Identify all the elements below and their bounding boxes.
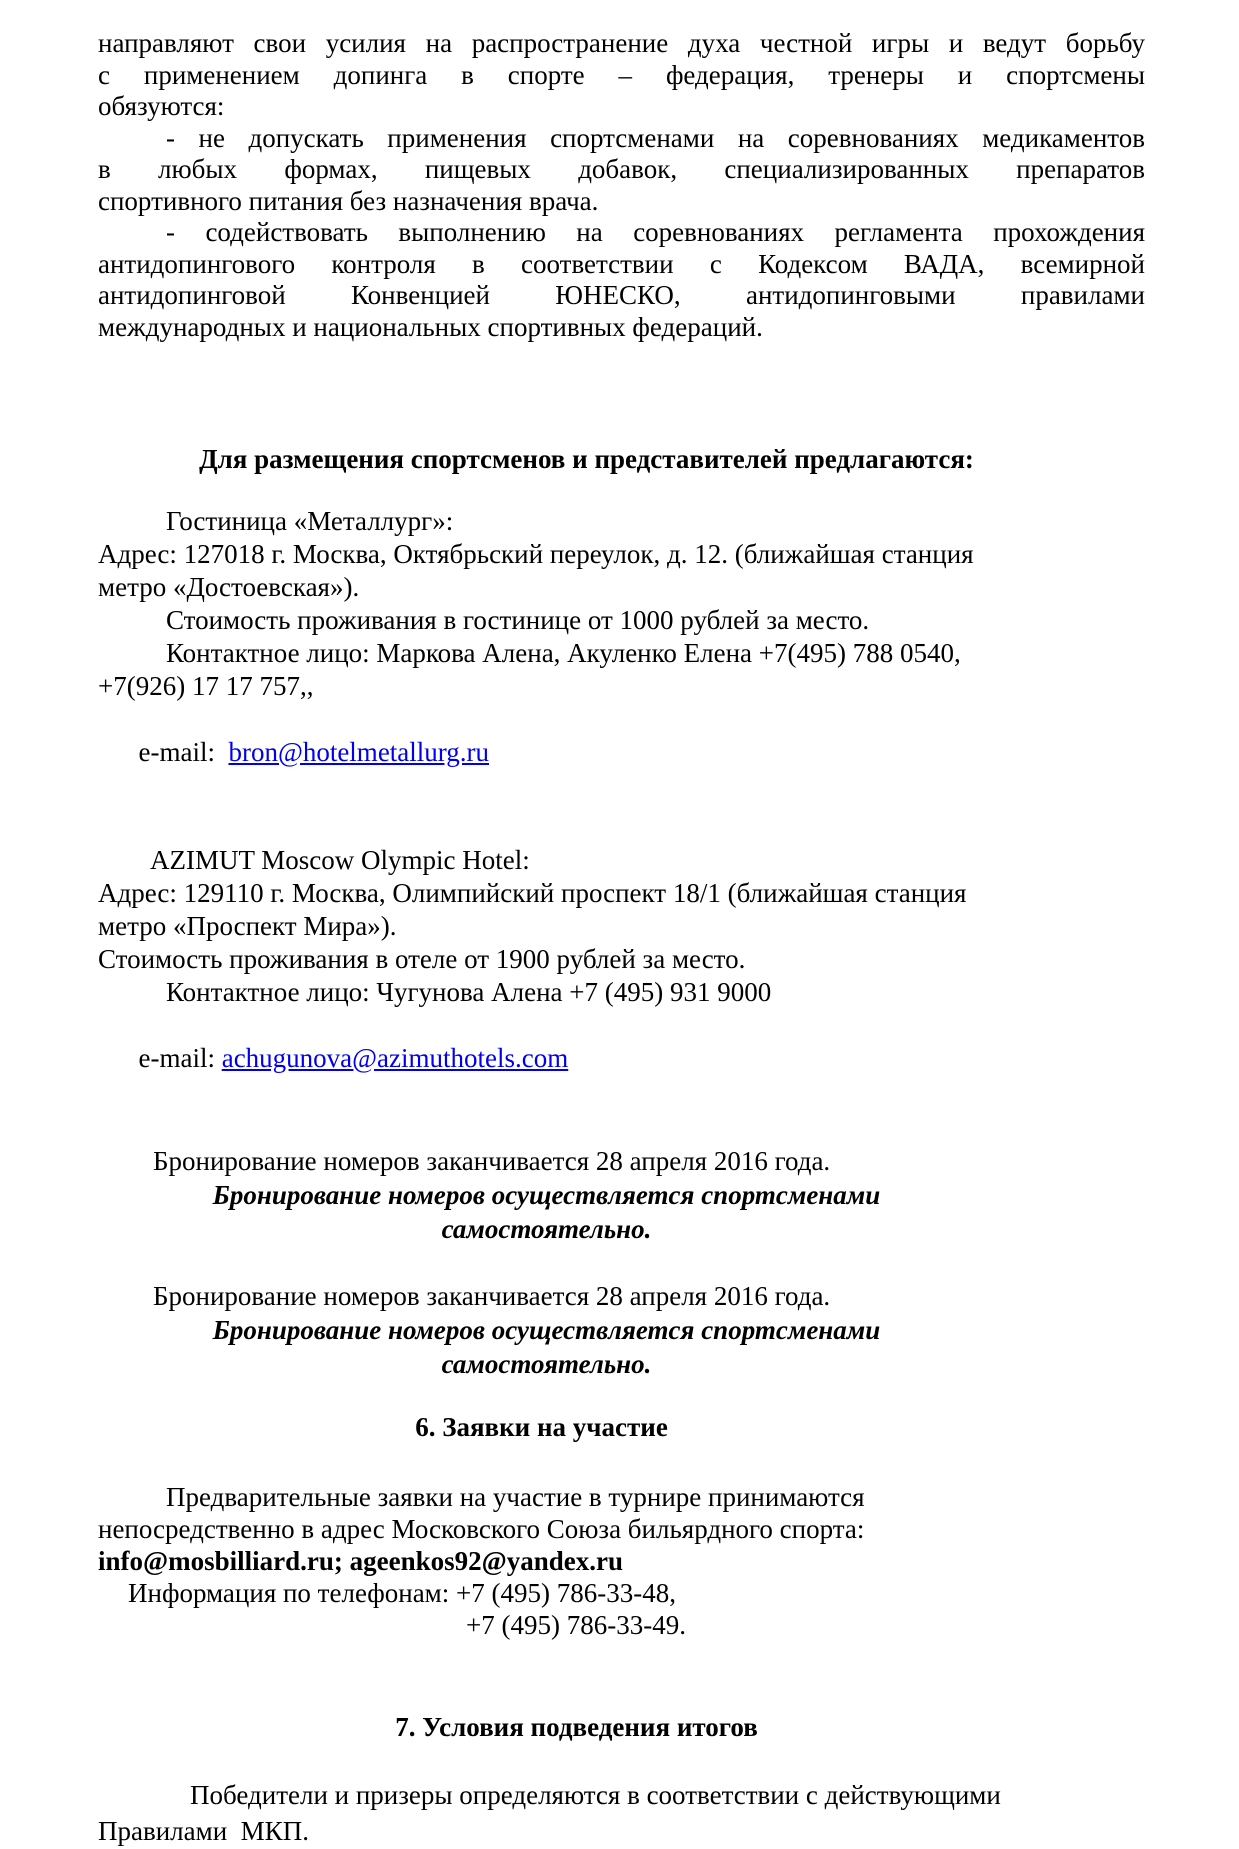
text-line: с применением допинга в спорте – федерация, тренеры и спортсмены: [98, 59, 1145, 90]
hotel-name: AZIMUT Moscow Olympic Hotel:: [150, 845, 530, 875]
booking-note-line: Бронирование номеров осуществляется спортсменами: [212, 1180, 881, 1210]
text-line: направляют свои усилия на распространение духа честной игры и ведут борьбу: [98, 28, 1145, 58]
address-line: метро «Достоевская»).: [98, 572, 360, 602]
contact-line: +7(926) 17 17 757,,: [98, 671, 314, 701]
contact-line: Контактное лицо: Чугунова Алена +7 (495) 931 9000: [166, 977, 772, 1007]
price-line: Стоимость проживания в гостинице от 1000 рублей за место.: [166, 605, 870, 635]
text-line: Правилами МКП.: [98, 1816, 309, 1846]
email-line: [98, 1009, 1145, 1108]
intro-section: [98, 28, 1145, 343]
contact-line: Контактное лицо: Маркова Алена, Акуленко Елена +7(495) 788 0540,: [166, 638, 961, 668]
hotel-azimut-block: [98, 844, 1145, 1108]
applications-heading: 6. Заявки на участие: [415, 1412, 668, 1442]
text-line: антидопинговой Конвенцией ЮНЕСКО, антидопинговыми правилами: [98, 280, 1145, 310]
phone-line: +7 (495) 786-33-49.: [466, 1610, 686, 1640]
price-line: Стоимость проживания в отеле от 1900 рублей за место.: [98, 944, 746, 974]
hotel-name: Гостиница «Металлург»:: [166, 506, 454, 536]
text-line: спортивного питания без назначения врача.: [98, 185, 599, 216]
email-label: e-mail:: [138, 737, 229, 767]
hotel-metallurg-block: [98, 505, 1145, 802]
address-line: метро «Проспект Мира»).: [98, 911, 397, 941]
text-line: обязуются:: [98, 91, 225, 121]
booking-note-line: самостоятельно.: [441, 1349, 652, 1379]
booking-deadline: Бронирование номеров заканчивается 28 апреля 2016 года.: [153, 1146, 831, 1176]
text-line: в любых формах, пищевых добавок, специализированных препаратов: [98, 154, 1145, 184]
text-line: антидопингового контроля в соответствии с Кодексом ВАДА, всемирной: [98, 248, 1145, 279]
text-line: Победители и призеры определяются в соответствии с действующими: [190, 1780, 1001, 1810]
text-line: Предварительные заявки на участие в турнире принимаются: [166, 1482, 865, 1512]
results-block: [98, 1777, 1145, 1849]
booking-deadline: Бронирование номеров заканчивается 28 апреля 2016 года.: [153, 1281, 831, 1311]
applications-block: [98, 1481, 1145, 1641]
booking-note-line: Бронирование номеров осуществляется спортсменами: [212, 1315, 881, 1345]
text-line: - содействовать выполнению на соревнованиях регламента прохождения: [166, 217, 1145, 247]
email-label: e-mail:: [138, 1043, 222, 1073]
booking-note: [98, 1178, 1145, 1246]
booking-note: [98, 1313, 1145, 1381]
booking-info-block: [98, 1279, 1145, 1381]
text-line: международных и национальных спортивных федераций.: [98, 311, 763, 342]
booking-note-line: самостоятельно.: [441, 1214, 652, 1244]
address-line: Адрес: 127018 г. Москва, Октябрьский переулок, д. 12. (ближайшая станция: [98, 539, 974, 569]
email-link-metallurg[interactable]: bron@hotelmetallurg.ru: [228, 737, 490, 767]
results-heading: 7. Условия подведения итогов: [395, 1712, 758, 1742]
email-link-azimut[interactable]: achugunova@azimuthotels.com: [221, 1043, 569, 1073]
accommodation-heading: Для размещения спортсменов и представителей предлагаются:: [199, 444, 974, 474]
phone-line: Информация по телефонам: +7 (495) 786-33-48,: [128, 1578, 676, 1608]
email-line: [98, 703, 1145, 802]
application-emails: info@mosbilliard.ru; ageenkos92@yandex.ru: [98, 1546, 624, 1576]
booking-info-block: [98, 1144, 1145, 1246]
text-line: непосредственно в адрес Московского Союза бильярдного спорта:: [98, 1514, 865, 1544]
address-line: Адрес: 129110 г. Москва, Олимпийский проспект 18/1 (ближайшая станция: [98, 878, 967, 908]
text-line: - не допускать применения спортсменами на соревнованиях медикаментов: [166, 122, 1145, 153]
